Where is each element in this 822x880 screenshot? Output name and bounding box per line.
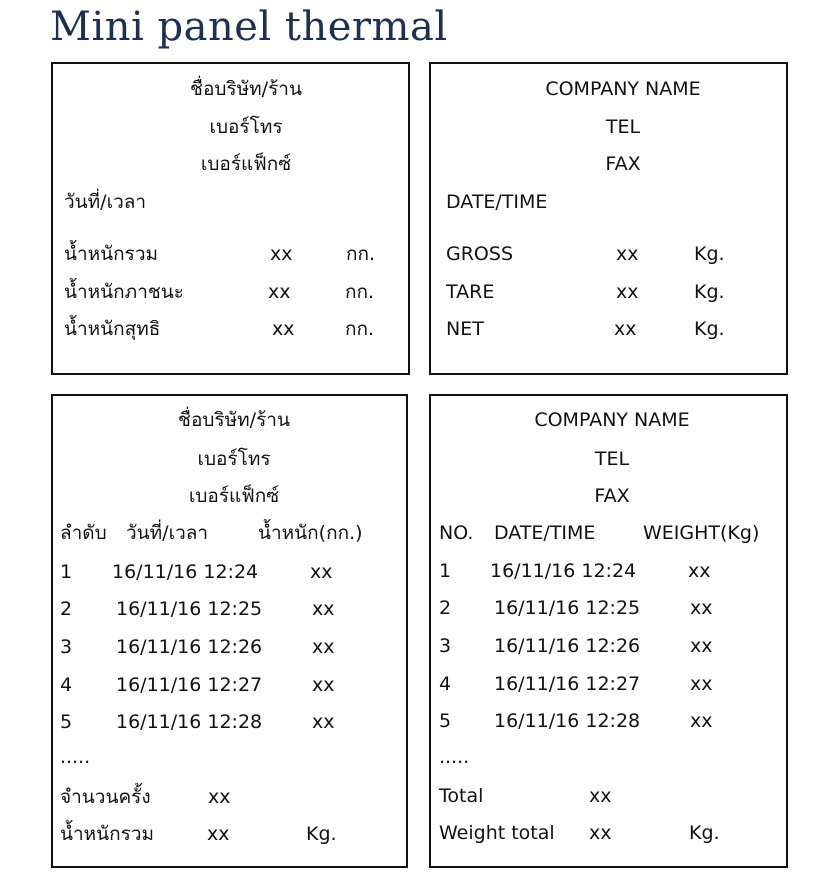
- row-weight: xx: [312, 636, 335, 658]
- net-value: xx: [614, 318, 637, 340]
- column-header-no: NO.: [439, 522, 474, 544]
- page-title: Mini panel thermal: [50, 4, 448, 50]
- column-header-weight: น้ำหนัก(กก.): [258, 522, 363, 544]
- datetime-label: วันที่/เวลา: [64, 191, 147, 213]
- column-header-weight: WEIGHT(Kg): [643, 522, 760, 544]
- company-name: ชื่อบริษัท/ร้าน: [178, 409, 290, 431]
- column-header-no: ลำดับ: [60, 522, 107, 544]
- row-no: 3: [439, 635, 452, 657]
- tare-unit: กก.: [345, 281, 375, 303]
- row-weight: xx: [690, 710, 713, 732]
- fax-label: เบอร์แฟ็กซ์: [188, 485, 280, 507]
- fax-label: FAX: [605, 153, 641, 175]
- net-unit: กก.: [345, 318, 375, 340]
- tel-label: TEL: [605, 116, 641, 138]
- row-datetime: 16/11/16 12:25: [494, 597, 641, 619]
- row-weight: xx: [312, 711, 335, 733]
- row-no: 3: [60, 636, 73, 658]
- row-datetime: 16/11/16 12:24: [490, 560, 637, 582]
- fax-label: เบอร์แฟ็กซ์: [200, 153, 292, 175]
- total-weight-label: น้ำหนักรวม: [60, 823, 155, 845]
- net-value: xx: [272, 318, 295, 340]
- row-datetime: 16/11/16 12:27: [116, 674, 263, 696]
- row-datetime: 16/11/16 12:25: [116, 598, 263, 620]
- row-no: 4: [439, 673, 452, 695]
- row-weight: xx: [312, 674, 335, 696]
- fax-label: FAX: [594, 485, 630, 507]
- count-label: Total: [439, 785, 484, 807]
- row-datetime: 16/11/16 12:24: [112, 561, 259, 583]
- net-label: น้ำหนักสุทธิ: [64, 318, 161, 340]
- row-datetime: 16/11/16 12:27: [494, 673, 641, 695]
- net-label: NET: [446, 318, 484, 340]
- row-no: 2: [439, 597, 452, 619]
- company-name: COMPANY NAME: [545, 78, 701, 100]
- gross-unit: Kg.: [694, 243, 725, 265]
- total-weight-label: Weight total: [439, 822, 555, 844]
- row-weight: xx: [690, 597, 713, 619]
- total-weight-unit: Kg.: [306, 823, 337, 845]
- datetime-label: DATE/TIME: [446, 191, 548, 213]
- tel-label: เบอร์โทร: [197, 448, 271, 470]
- row-datetime: 16/11/16 12:28: [116, 711, 263, 733]
- count-label: จำนวนครั้ง: [60, 786, 151, 808]
- row-datetime: 16/11/16 12:28: [494, 710, 641, 732]
- row-no: 1: [439, 560, 452, 582]
- company-name: COMPANY NAME: [534, 409, 690, 431]
- count-value: xx: [589, 785, 612, 807]
- net-unit: Kg.: [694, 318, 725, 340]
- ellipsis: .....: [60, 746, 91, 768]
- tare-label: TARE: [446, 281, 495, 303]
- gross-label: GROSS: [446, 243, 514, 265]
- row-no: 2: [60, 598, 73, 620]
- row-no: 4: [60, 674, 73, 696]
- row-weight: xx: [690, 635, 713, 657]
- gross-value: xx: [616, 243, 639, 265]
- tare-label: น้ำหนักภาชนะ: [64, 281, 184, 303]
- tel-label: เบอร์โทร: [209, 116, 283, 138]
- row-weight: xx: [690, 673, 713, 695]
- row-no: 5: [60, 711, 73, 733]
- tare-unit: Kg.: [694, 281, 725, 303]
- total-weight-value: xx: [589, 822, 612, 844]
- gross-value: xx: [270, 243, 293, 265]
- count-value: xx: [208, 786, 231, 808]
- total-weight-unit: Kg.: [689, 822, 720, 844]
- tare-value: xx: [616, 281, 639, 303]
- row-datetime: 16/11/16 12:26: [116, 636, 263, 658]
- row-no: 1: [60, 561, 73, 583]
- row-no: 5: [439, 710, 452, 732]
- row-weight: xx: [312, 598, 335, 620]
- tare-value: xx: [268, 281, 291, 303]
- row-datetime: 16/11/16 12:26: [494, 635, 641, 657]
- row-weight: xx: [688, 560, 711, 582]
- ellipsis: .....: [439, 746, 470, 768]
- gross-unit: กก.: [346, 243, 376, 265]
- gross-label: น้ำหนักรวม: [64, 243, 159, 265]
- company-name: ชื่อบริษัท/ร้าน: [190, 78, 302, 100]
- row-weight: xx: [310, 561, 333, 583]
- total-weight-value: xx: [207, 823, 230, 845]
- column-header-datetime: วันที่/เวลา: [126, 522, 209, 544]
- column-header-datetime: DATE/TIME: [494, 522, 596, 544]
- tel-label: TEL: [594, 448, 630, 470]
